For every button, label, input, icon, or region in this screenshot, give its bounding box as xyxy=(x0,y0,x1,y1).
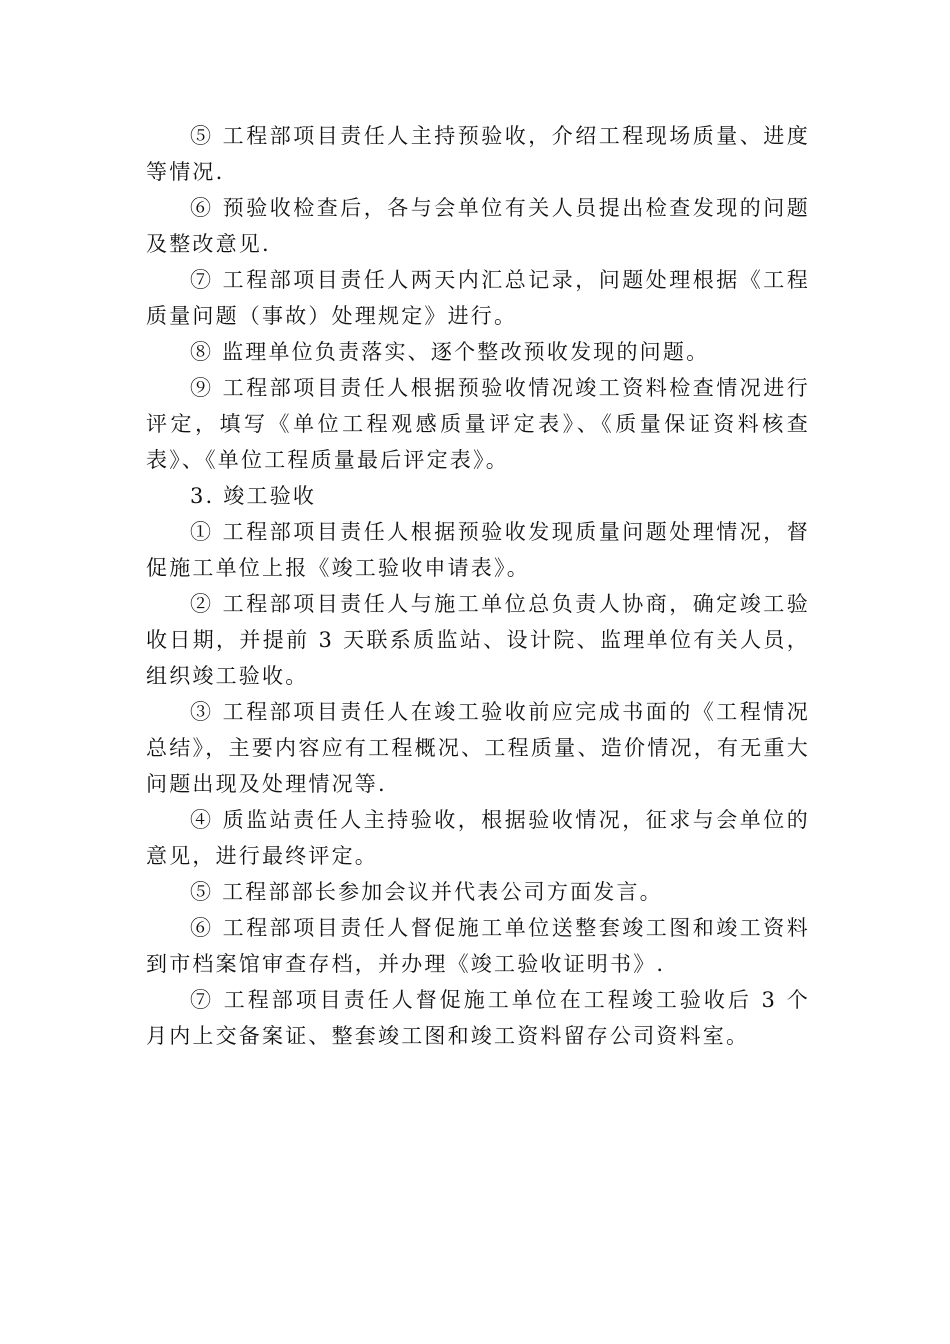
paragraph-item-9: ⑨ 工程部项目责任人根据预验收情况竣工资料检查情况进行评定，填写《单位工程观感质量评定表》、《质量保证资料核查表》、《单位工程质量最后评定表》。 xyxy=(146,376,810,472)
section-paragraph-4: ④ 质监站责任人主持验收，根据验收情况，征求与会单位的意见，进行最终评定。 xyxy=(146,808,810,868)
paragraph-item-7: ⑦ 工程部项目责任人两天内汇总记录，问题处理根据《工程质量问题（事故）处理规定》进行。 xyxy=(146,268,810,328)
paragraph-item-5: ⑤ 工程部项目责任人主持预验收，介绍工程现场质量、进度等情况. xyxy=(146,124,810,184)
section-paragraph-3: ③ 工程部项目责任人在竣工验收前应完成书面的《工程情况总结》，主要内容应有工程概况、工程质量、造价情况，有无重大问题出现及处理情况等. xyxy=(146,700,810,796)
section-paragraph-1: ① 工程部项目责任人根据预验收发现质量问题处理情况，督促施工单位上报《竣工验收申请表》。 xyxy=(146,520,810,580)
section-paragraph-5: ⑤ 工程部部长参加会议并代表公司方面发言。 xyxy=(190,880,663,904)
section-paragraph-7: ⑦ 工程部项目责任人督促施工单位在工程竣工验收后 3 个月内上交备案证、整套竣工图和竣工资料留存公司资料室。 xyxy=(146,988,810,1048)
section-paragraph-6: ⑥ 工程部项目责任人督促施工单位送整套竣工图和竣工资料到市档案馆审查存档，并办理《竣工验收证明书》. xyxy=(146,916,810,976)
section-paragraph-2: ② 工程部项目责任人与施工单位总负责人协商，确定竣工验收日期，并提前 3 天联系质监站、设计院、监理单位有关人员，组织竣工验收。 xyxy=(146,592,810,688)
paragraph-item-8: ⑧ 监理单位负责落实、逐个整改预收发现的问题。 xyxy=(190,340,710,364)
section-heading: 3. 竣工验收 xyxy=(190,484,317,508)
document-body xyxy=(146,118,810,1054)
paragraph-item-6: ⑥ 预验收检查后，各与会单位有关人员提出检查发现的问题及整改意见. xyxy=(146,196,810,256)
